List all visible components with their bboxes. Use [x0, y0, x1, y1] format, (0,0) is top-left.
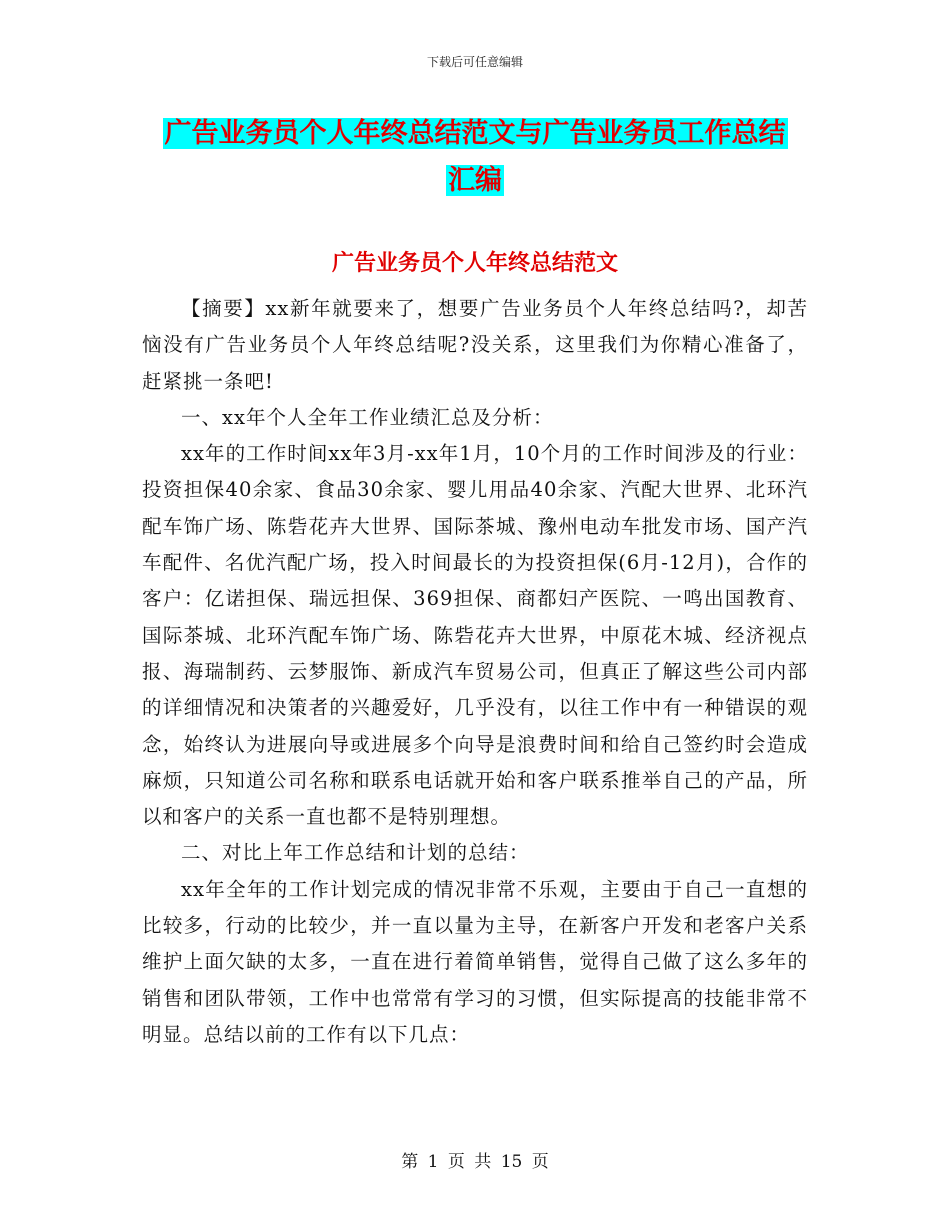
paragraph-plan-summary: xx年全年的工作计划完成的情况非常不乐观，主要由于自己一直想的比较多，行动的比较少，并一直以量为主导，在新客户开发和老客户关系维护上面欠缺的太多，一直在进行着简单销售，觉得自己做了这么多年的销售和团队带领，工作中也常常有学习的习惯，但实际提高的技能非常不明显。总结以前的工作有以下几点： — [142, 877, 808, 1046]
document-body — [142, 291, 808, 1053]
document-title-line1: 广告业务员个人年终总结范文与广告业务员工作总结 — [164, 118, 786, 149]
paragraph-heading-2: 二、对比上年工作总结和计划的总结： — [181, 841, 530, 865]
paragraph-abstract: 【摘要】xx新年就要来了，想要广告业务员个人年终总结吗?，却苦恼没有广告业务员个人年终总结呢?没关系，这里我们为你精心准备了，赶紧挑一条吧! — [142, 297, 808, 393]
paragraph-heading-1: 一、xx年个人全年工作业绩汇总及分析： — [181, 405, 554, 429]
page-number: 第 1 页 共 15 页 — [401, 1152, 549, 1172]
section-title: 广告业务员个人年终总结范文 — [331, 251, 618, 276]
document-title — [140, 110, 810, 204]
page-header-note: 下载后可任意编辑 — [426, 55, 523, 69]
document-title-line2: 汇编 — [448, 165, 502, 196]
paragraph-work-summary: xx年的工作时间xx年3月-xx年1月，10个月的工作时间涉及的行业：投资担保40余家、食品30余家、婴儿用品40余家、汽配大世界、北环汽配车饰广场、陈砦花卉大世界、国际茶城、豫州电动车批发市场、国产汽车配件、名优汽配广场，投入时间最长的为投资担保(6月-12月)，合作的客户：亿诺担保、瑞远担保、369担保、商都妇产医院、一鸣出国教育、国际茶城、北环汽配车饰广场、陈砦花卉大世界，中原花木城、经济视点报、海瑞制药、云梦服饰、新成汽车贸易公司，但真正了解这些公司内部的详细情况和决策者的兴趣爱好，几乎没有，以往工作中有一种错误的观念，始终认为进展向导或进展多个向导是浪费时间和给自己签约时会造成麻烦，只知道公司名称和联系电话就开始和客户联系推举自己的产品，所以和客户的关系一直也都不是特别理想。 — [142, 442, 808, 829]
